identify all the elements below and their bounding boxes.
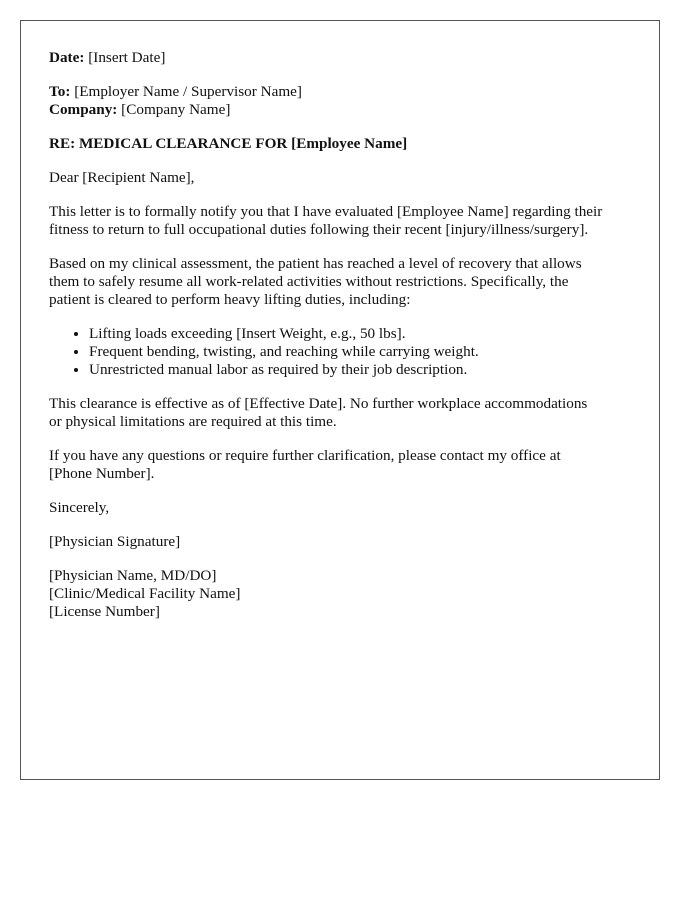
to-label: To: (49, 83, 71, 100)
paragraph-line: If you have any questions or require further clarification, please contact my office at (49, 447, 561, 464)
physician-name: [Physician Name, MD/DO] (49, 567, 217, 584)
paragraph-line: [Phone Number]. (49, 465, 155, 482)
license-number: [License Number] (49, 603, 160, 620)
signature-block (49, 567, 641, 621)
company-label: Company: (49, 101, 118, 118)
spacer (49, 551, 641, 567)
paragraph-line: This letter is to formally notify you that I have evaluated [Employee Name] regarding their (49, 203, 603, 220)
facility-name: [Clinic/Medical Facility Name] (49, 585, 241, 602)
spacer (49, 119, 641, 135)
date-line (49, 49, 641, 67)
letter-body (49, 49, 641, 621)
date-label: Date: (49, 49, 85, 66)
paragraph-notification (49, 203, 641, 239)
date-value: [Insert Date] (88, 49, 166, 66)
duties-list (49, 325, 641, 379)
paragraph-contact (49, 447, 641, 483)
spacer (49, 239, 641, 255)
signature-placeholder: [Physician Signature] (49, 533, 181, 550)
paragraph-line: fitness to return to full occupational duties following their recent [injury/illness/surgery]. (49, 221, 589, 238)
salutation: Dear [Recipient Name], (49, 169, 195, 186)
spacer (49, 153, 641, 169)
company-line (49, 101, 641, 119)
letter-document (20, 20, 660, 780)
paragraph-line: patient is cleared to perform heavy lifting duties, including: (49, 291, 411, 308)
to-line (49, 83, 641, 101)
spacer (49, 517, 641, 533)
spacer (49, 309, 641, 325)
list-item: • Lifting loads exceeding [Insert Weight, e.g., 50 lbs]. (89, 325, 641, 343)
spacer (49, 431, 641, 447)
paragraph-line: Based on my clinical assessment, the patient has reached a level of recovery that allows (49, 255, 582, 272)
paragraph-effective-date (49, 395, 641, 431)
list-item: • Frequent bending, twisting, and reaching while carrying weight. (89, 343, 641, 361)
list-item: • Unrestricted manual labor as required by their job description. (89, 361, 641, 379)
spacer (49, 483, 641, 499)
paragraph-line: or physical limitations are required at this time. (49, 413, 337, 430)
paragraph-line: This clearance is effective as of [Effective Date]. No further workplace accommodations (49, 395, 588, 412)
spacer (49, 379, 641, 395)
paragraph-assessment (49, 255, 641, 309)
company-value: [Company Name] (121, 101, 231, 118)
subject-line: RE: MEDICAL CLEARANCE FOR [Employee Name] (49, 135, 408, 152)
spacer (49, 187, 641, 203)
spacer (49, 67, 641, 83)
paragraph-line: them to safely resume all work-related activities without restrictions. Specifically, the (49, 273, 569, 290)
closing: Sincerely, (49, 499, 110, 516)
to-value: [Employer Name / Supervisor Name] (74, 83, 302, 100)
